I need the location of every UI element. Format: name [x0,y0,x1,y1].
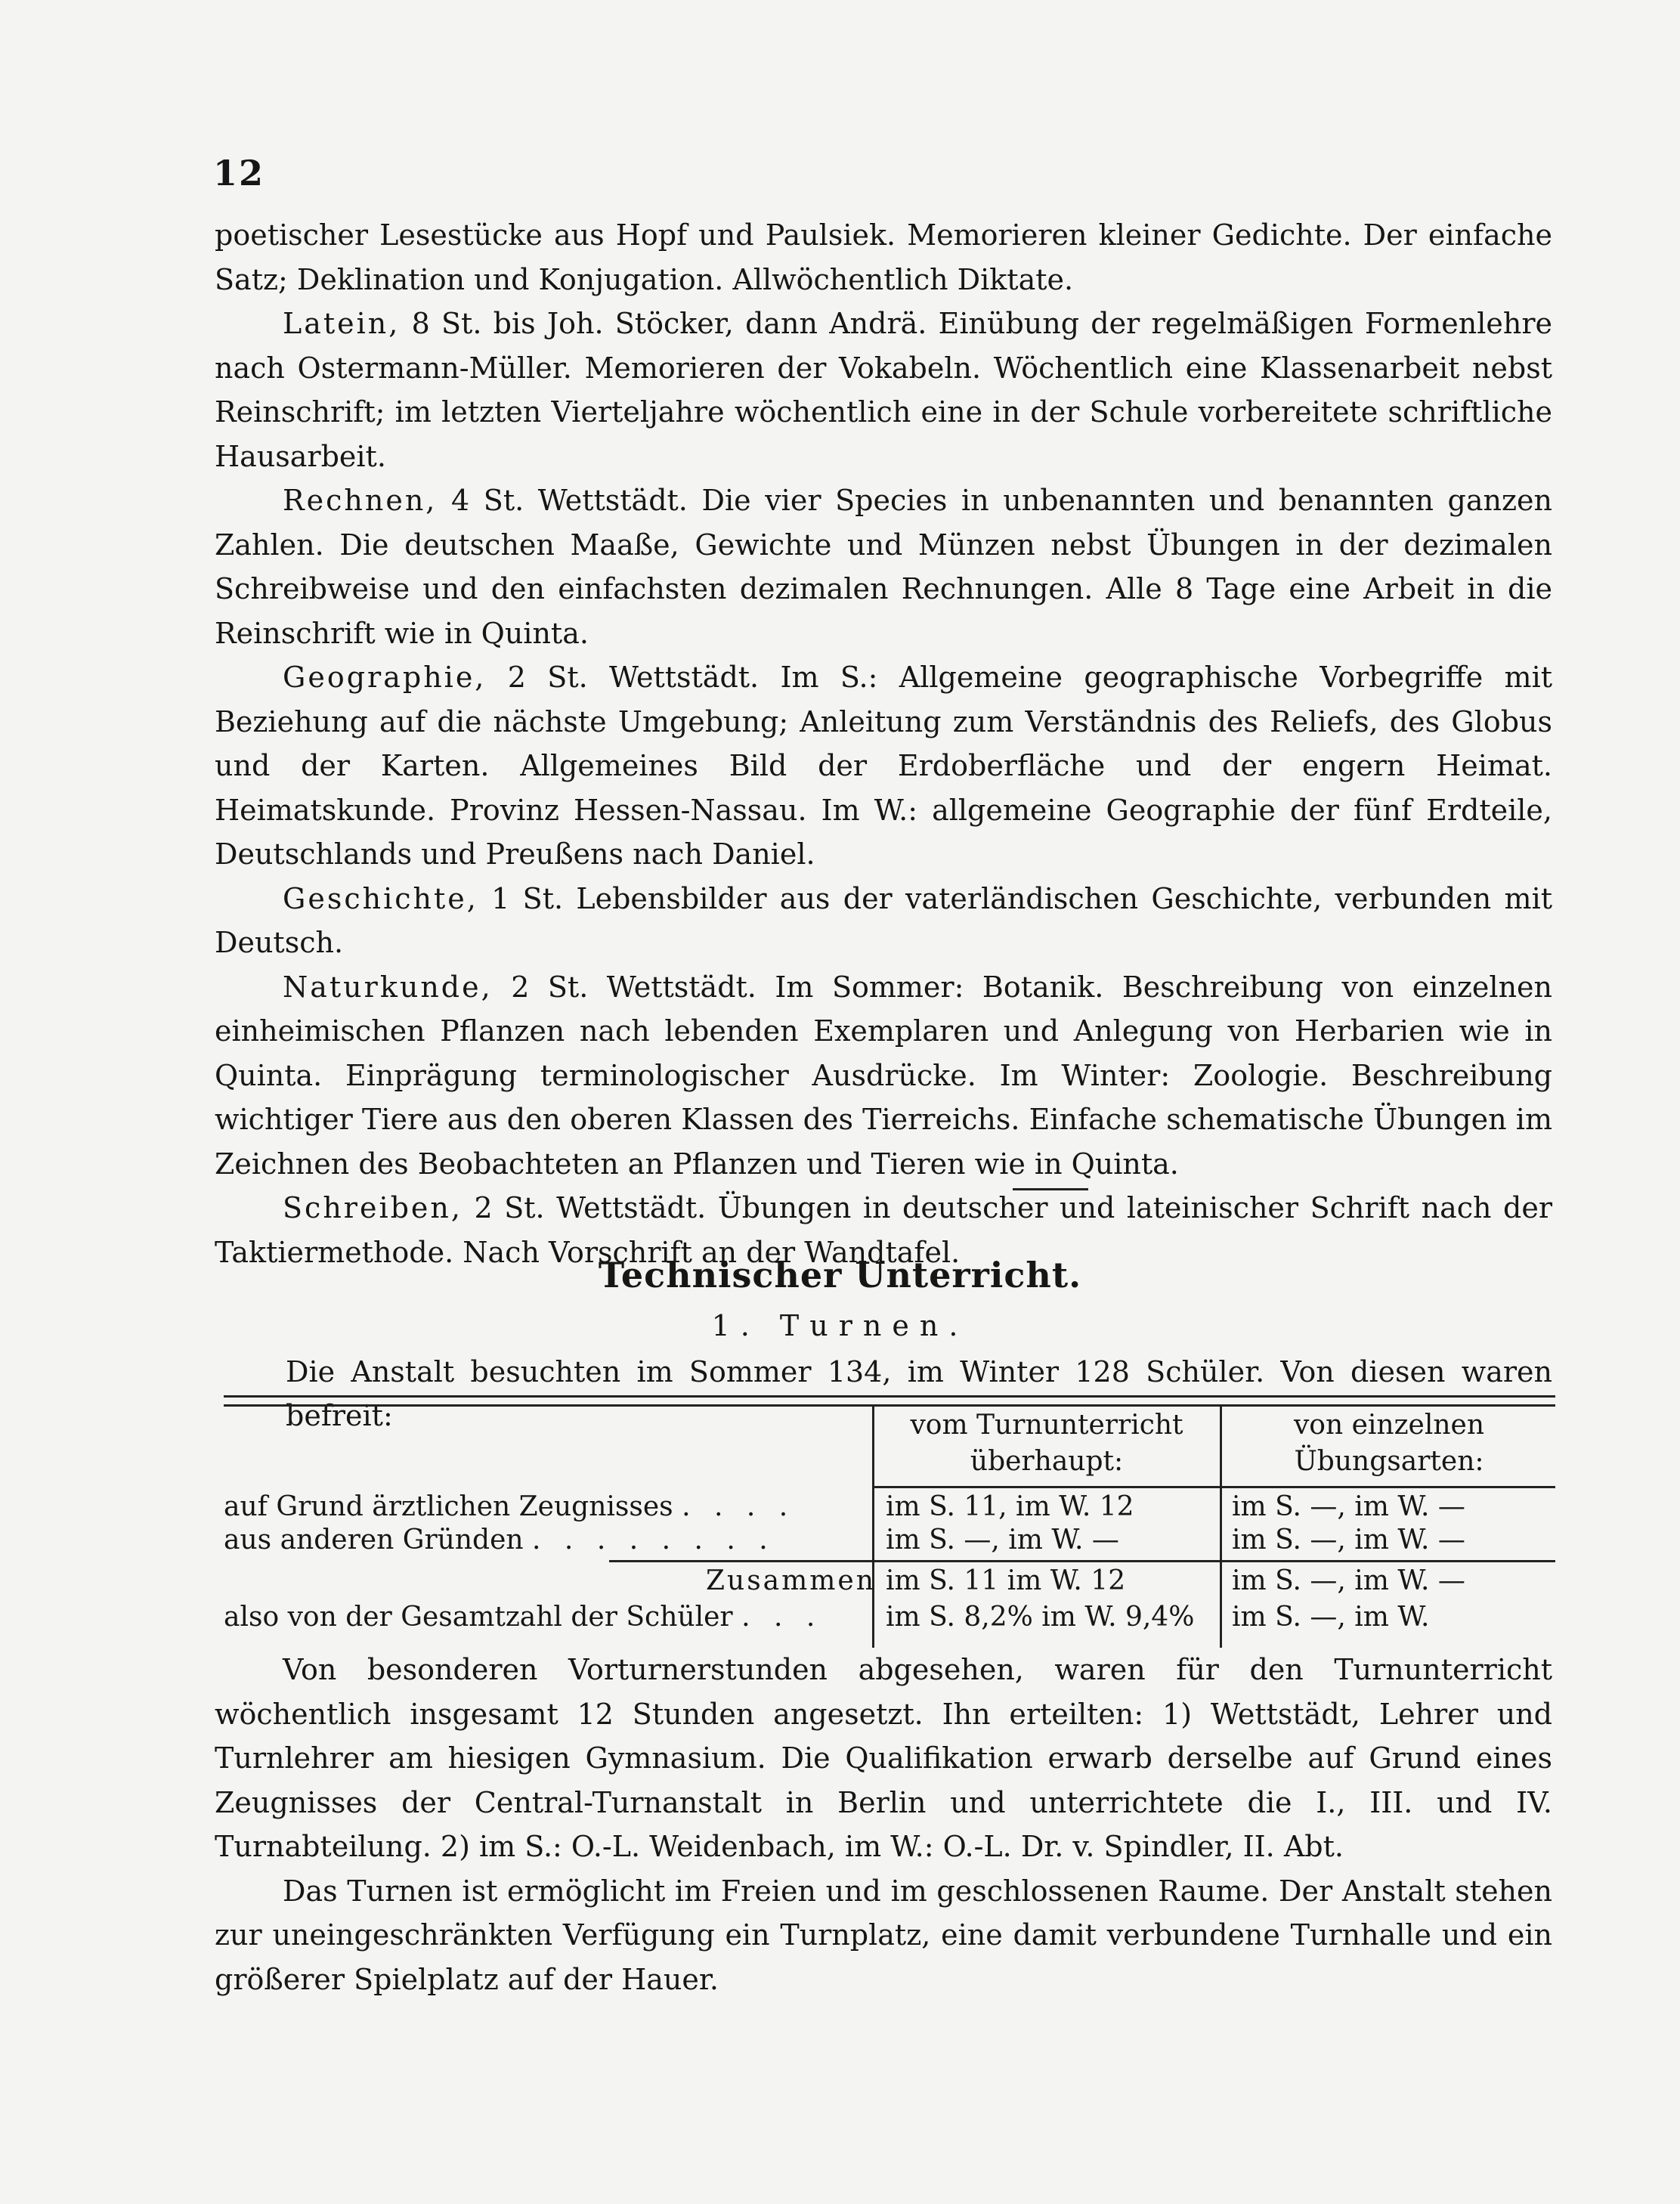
table-row-label: auf Grund ärztlichen Zeugnisses . . . . [224,1491,796,1522]
paragraph-text: 2 St. Wettstädt. Übungen in deutscher und lateinischer Schrift nach der Taktiermethode. Nach Vorschrift an der Wandtafel. [215,1191,1552,1269]
paragraph-naturkunde [215,965,1552,1187]
paragraph-text: 4 St. Wettstädt. Die vier Species in unbenannten und benannten ganzen Zahlen. Die deutschen Maaße, Gewichte und Münzen nebst Übungen in der dezimalen Schreibweise und den einfachsten dezimalen Rechnungen. Alle 8 Tage eine Arbeit in die Reinschrift wie in Quinta. [215,484,1552,650]
section-divider [1013,1188,1088,1190]
table-cell: im S. —, im W. — [1232,1525,1465,1555]
paragraph-text: 1 St. Lebensbilder aus der vaterländischen Geschichte, verbunden mit Deutsch. [215,881,1552,959]
paragraph-rechnen [215,478,1552,655]
subject-label: Rechnen, [283,484,438,517]
subject-label: Geschichte, [283,881,478,915]
subject-label: Latein, [283,307,401,340]
page-number: 12 [213,153,265,193]
table-cell: im S. —, im W. — [1232,1565,1465,1596]
body-text [215,213,1552,1274]
table-cell: im S. 8,2% im W. 9,4% [886,1602,1195,1633]
paragraph-latein [215,302,1552,478]
subject-label: Naturkunde, [283,970,493,1004]
after-text [215,1648,1552,2001]
subject-label: Schreiben, [283,1191,463,1224]
paragraph-turnplatz: Das Turnen ist ermöglicht im Freien und im geschlossenen Raume. Der Anstalt stehen zur uneingeschränkten Verfügung ein Turnplatz, eine damit verbundene Turnhalle und ein größerer Spielplatz auf der Hauer. [215,1874,1552,1996]
paragraph-text: 2 St. Wettstädt. Im Sommer: Botanik. Beschreibung von einzelnen einheimischen Pflanzen nach lebenden Exemplaren und Anlegung von Herbarien wie in Quinta. Einprägung terminologischer Ausdrücke. Im Winter: Zoologie. Beschreibung wichtiger Tiere aus den oberen Klassen des Tierreichs. Einfache schematische Übungen im Zeichnen des Beobachteten an Pflanzen und Tieren wie in Quinta. [215,970,1552,1181]
table-cell: im S. 11, im W. 12 [886,1491,1134,1522]
table-column-rule [872,1404,874,1648]
section-title: Technischer Unterricht. [598,1255,1082,1295]
table-cell: im S. —, im W. — [1232,1491,1465,1522]
subject-label: Geographie, [283,661,487,694]
table-sum-rule [609,1560,1555,1562]
paragraph-text: 2 St. Wettstädt. Im S.: Allgemeine geographische Vorbegriffe mit Beziehung auf die nächste Umgebung; Anleitung zum Verständnis des Reliefs, des Globus und der Karten. Allgemeines Bild der Erdoberfläche und der engern Heimat. Heimatskunde. Provinz Hessen-Nassau. Im W.: allgemeine Geographie der fünf Erdteile, Deutschlands und Preußens nach Daniel. [215,661,1552,871]
table-header-rule [874,1486,1555,1488]
table-cell: im S. —, im W. [1232,1602,1430,1633]
table-top-rule [224,1395,1555,1407]
table-header-col1: vom Turnunterricht überhaupt: [910,1410,1183,1477]
paragraph-geographie [215,655,1552,877]
table-cell: im S. —, im W. — [886,1525,1119,1555]
table-column-rule [1220,1404,1222,1648]
intro-line: Die Anstalt besuchten im Sommer 134, im Winter 128 Schüler. Von diesen waren befreit: [286,1355,1552,1432]
table-row-label: Zusammen [706,1565,876,1596]
table-row-label: aus anderen Gründen . . . . . . . . [224,1525,775,1555]
paragraph-text: 8 St. bis Joh. Stöcker, dann Andrä. Einübung der regelmäßigen Formenlehre nach Ostermann-Müller. Memorieren der Vokabeln. Wöchentlich eine Klassenarbeit nebst Reinschrift; im letzten Vierteljahre wöchentlich eine in der Schule vorbereitete schriftliche Hausarbeit. [215,307,1552,473]
paragraph-turnstunden: Von besonderen Vorturnerstunden abgesehen, waren für den Turnunterricht wöchentlich insgesamt 12 Stunden angesetzt. Ihn erteilten: 1) Wettstädt, Lehrer und Turnlehrer am hiesigen Gymnasium. Die Qualifikation erwarb derselbe auf Grund eines Zeugnisses der Central-Turnanstalt in Berlin und unterrichtete die I., III. und IV. Turnabteilung. 2) im S.: O.-L. Weidenbach, im W.: O.-L. Dr. v. Spindler, II. Abt. [215,1653,1552,1863]
subsection-title: 1. Turnen. [711,1309,969,1342]
table-row-label: also von der Gesamtzahl der Schüler . . . [224,1602,823,1633]
table-header-col2: von einzelnen Übungsarten: [1293,1410,1485,1477]
paragraph-geschichte [215,877,1552,965]
paragraph-continuation: poetischer Lesestücke aus Hopf und Paulsiek. Memorieren kleiner Gedichte. Der einfache Satz; Deklination und Konjugation. Allwöchentlich Diktate. [215,218,1552,296]
table-cell: im S. 11 im W. 12 [886,1565,1126,1596]
